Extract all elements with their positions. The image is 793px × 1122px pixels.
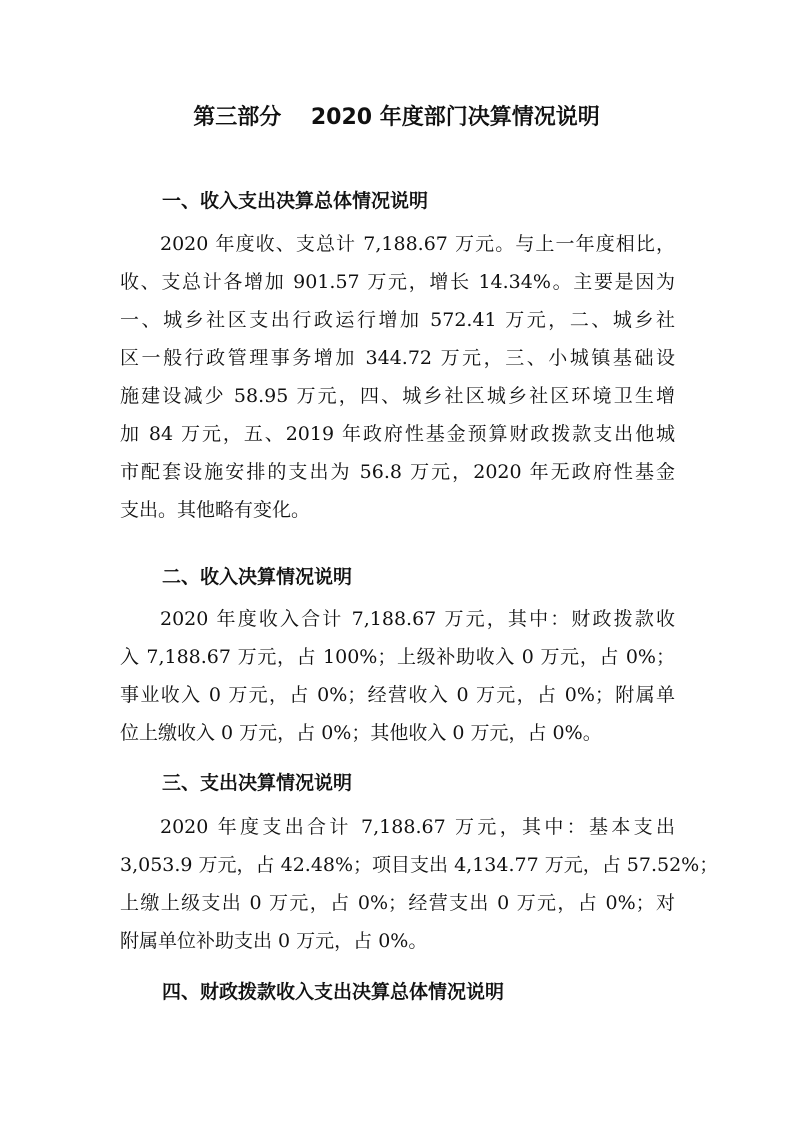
paragraph-expenditure bbox=[120, 808, 719, 960]
page-title: 第三部分 2020 年度部门决算情况说明 bbox=[193, 105, 600, 130]
paragraph-income bbox=[120, 600, 675, 752]
text-line: 一、城乡社区支出行政运行增加 572.41 万元，二、城乡社 bbox=[120, 309, 675, 331]
section-heading-overview: 一、收入支出决算总体情况说明 bbox=[162, 190, 429, 212]
section-heading-fiscal-appropriation: 四、财政拨款收入支出决算总体情况说明 bbox=[162, 981, 505, 1003]
paragraph-overview bbox=[120, 225, 675, 529]
text-line: 加 84 万元，五、2019 年政府性基金预算财政拨款支出他城 bbox=[120, 423, 675, 445]
text-line: 施建设减少 58.95 万元，四、城乡社区城乡社区环境卫生增 bbox=[120, 385, 675, 407]
text-line: 上缴上级支出 0 万元，占 0%；经营支出 0 万元，占 0%；对 bbox=[120, 892, 675, 914]
text-line: 2020 年度支出合计 7,188.67 万元，其中：基本支出 bbox=[160, 816, 675, 838]
text-line: 市配套设施安排的支出为 56.8 万元，2020 年无政府性基金 bbox=[120, 461, 675, 483]
text-line: 2020 年度收、支总计 7,188.67 万元。与上一年度相比， bbox=[160, 233, 675, 255]
text-line: 收、支总计各增加 901.57 万元，增长 14.34%。主要是因为 bbox=[120, 271, 675, 293]
text-line: 支出。其他略有变化。 bbox=[120, 499, 311, 521]
text-line: 3,053.9 万元，占 42.48%；项目支出 4,134.77 万元，占 57.52%； bbox=[120, 854, 719, 876]
text-line: 事业收入 0 万元，占 0%；经营收入 0 万元，占 0%；附属单 bbox=[120, 684, 675, 706]
text-line: 2020 年度收入合计 7,188.67 万元，其中：财政拨款收 bbox=[160, 608, 675, 630]
text-line: 位上缴收入 0 万元，占 0%；其他收入 0 万元，占 0%。 bbox=[120, 722, 602, 744]
text-line: 区一般行政管理事务增加 344.72 万元，三、小城镇基础设 bbox=[120, 347, 675, 369]
section-heading-income: 二、收入决算情况说明 bbox=[162, 566, 353, 588]
text-line: 附属单位补助支出 0 万元，占 0%。 bbox=[120, 930, 428, 952]
section-heading-expenditure: 三、支出决算情况说明 bbox=[162, 772, 353, 794]
text-line: 入 7,188.67 万元，占 100%；上级补助收入 0 万元，占 0%； bbox=[120, 646, 675, 668]
